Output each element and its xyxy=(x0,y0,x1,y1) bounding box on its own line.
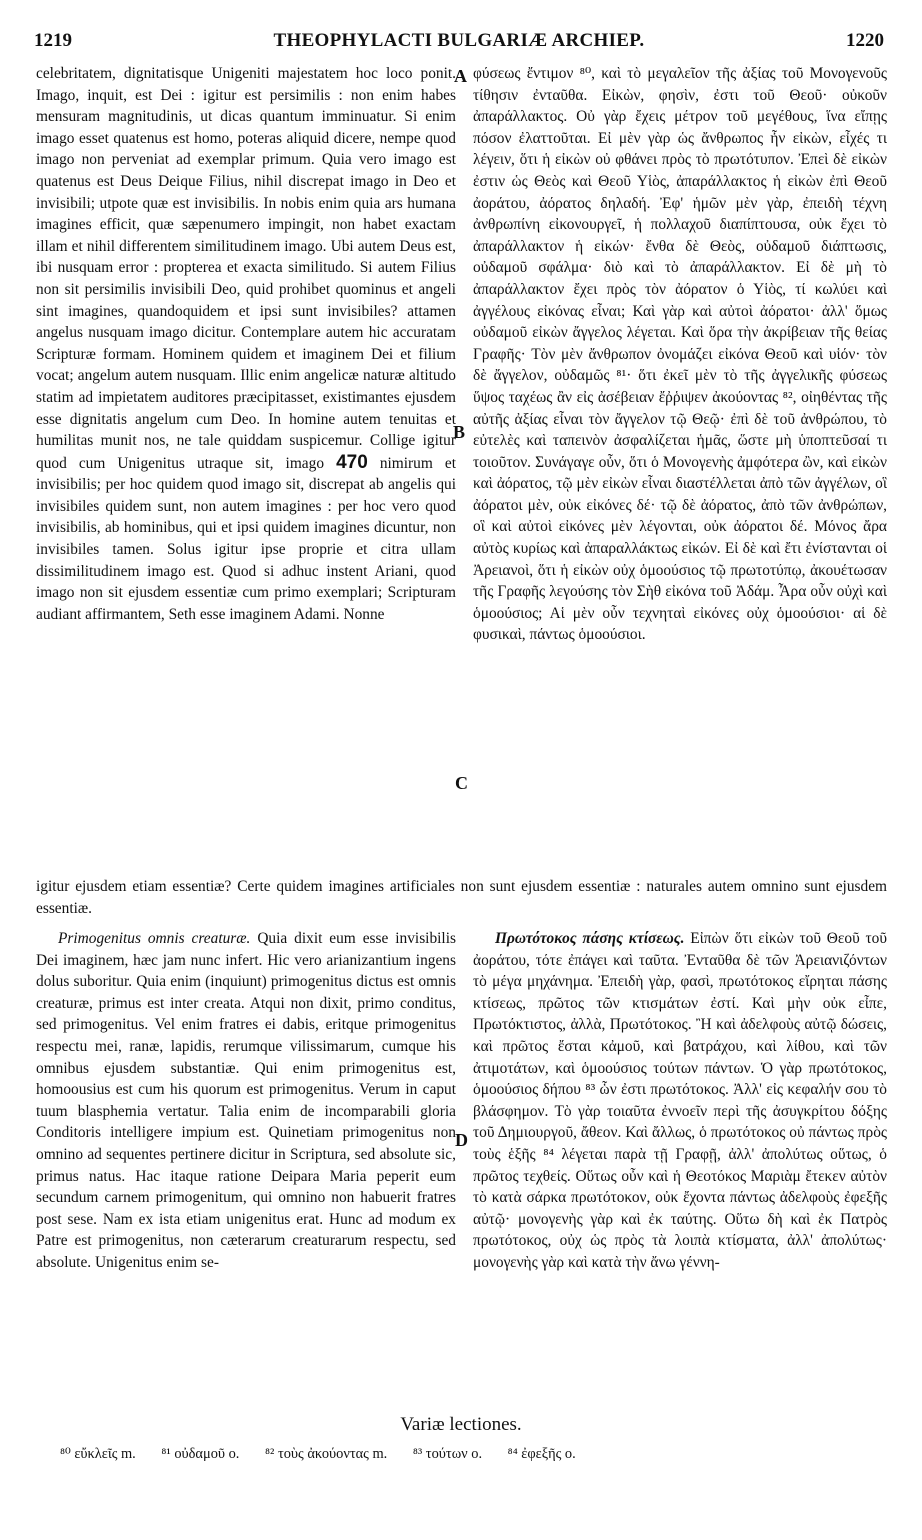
edition-column-number: 470 xyxy=(336,451,368,473)
running-title: THEOPHYLACTI BULGARIÆ ARCHIEP. xyxy=(273,30,645,51)
variant-readings-title: Variæ lectiones. xyxy=(400,1414,522,1435)
latin-column-bottom xyxy=(36,928,456,1274)
latin-full-width-line xyxy=(36,876,887,919)
variant-reading: ⁸³ τούτων o. xyxy=(412,1446,483,1462)
latin-column-top xyxy=(36,63,456,625)
variant-reading: ⁸⁰ εὔκλεῖς m. xyxy=(60,1446,136,1462)
margin-marker-c: C xyxy=(455,773,468,793)
latin-bottom-text: Quia dixit eum esse invisibilis Dei imaginem, hæc jam nunc infert. Hic vero arianizantium ingens dolus suboritur. Quia enim (inquiunt) primogenitus dictus est omnis creaturæ, primus est inter creata. Atqui non dixit, primo conditus, sed primogenitus. Vel enim fratres ei dabis, eritque primogenitus respectu mei, ranæ, lapidis, rerumque vilissimarum, cumque his omnibus ejusdem substantiæ. Qui enim primogenitus est, homoousius est cum his quorum est primogenitus. Verum in caput tuum blasphemia vertatur. Talia enim de incomparabili gloria Conditoris intelligere impium est. Quinetiam primogenitus non omnino ad sequentes pertinere dicitur in Scriptura, sed absolute sic, primus natus. Hac itaque ratione Deipara Maria peperit eum secundum carnem primogenitum, qui omnino non habuerit fratres post sese. Nam ex ista etiam unigenitus erat. Hunc ad modum ex Patre est primogenitus, non cæterarum creaturarum respectu, sed absolute. Unigenitus enim se- xyxy=(36,930,456,1271)
running-header xyxy=(34,22,884,58)
variant-reading: ⁸¹ οὐδαμοῦ o. xyxy=(161,1446,240,1462)
margin-marker-a: A xyxy=(454,66,467,86)
greek-column-top xyxy=(473,63,887,646)
variant-reading: ⁸² τοὺς ἀκούοντας m. xyxy=(265,1446,388,1462)
variant-readings xyxy=(60,1446,880,1463)
latin-lemma: Primogenitus omnis creaturæ. xyxy=(58,930,251,947)
left-column-number: 1219 xyxy=(34,30,72,51)
latin-full-text: igitur ejusdem etiam essentiæ? Certe quidem imagines artificiales non sunt ejusdem essentiæ : naturales autem omnino sunt ejusdem essentiæ. xyxy=(36,878,887,917)
variant-reading: ⁸⁴ ἐφεξῆς o. xyxy=(507,1446,576,1462)
right-column-number: 1220 xyxy=(846,30,884,51)
margin-marker-b: B xyxy=(453,422,466,442)
greek-column-bottom xyxy=(473,928,887,1274)
latin-top-text-1: celebritatem, dignitatisque Unigeniti majestatem hoc loco ponit. Imago, inquit, est Dei : igitur est persimilis : non enim habes mensuram magnitudinis, ut dicas quantum imminuatur. Si enim imago esset quatenus est homo, poteras aliquid dicere, nempe quod imago non perveniat ad exemplar primum. Quia vero imago est quatenus est Deus Deique Filius, nihil discrepat imago in Deo et invisibili; utpote quæ est invisibilis. In nobis enim quia ars humana imagines efficit, quæ sæpenumero impingit, non habet exactam illam et nihil differentem similitudinem imago. Ubi autem Deus est, ibi nusquam error : propterea et exacta similitudo. Si autem Filius non sit persimilis invisibili Deo, quid prohibet quominus et angeli sint imagines, quandoquidem et ipsi sunt invisibiles? attamen angelus nusquam imago dicitur. Contemplare autem hic accuratam Scripturæ formam. Hominem quidem et imaginem Dei et filium vocat; angelum autem nusquam. Illic enim angelicæ naturæ altitudo statim ad impietatem auditores præcipitasset, existimantes ejusdem esse dignitatis angelum cum Deo. In homine autem tenuitas et humilitas munit nos, ne tale quiddam suspicemur. Collige igitur quod cum Unigenitus utraque sit, imago xyxy=(36,65,456,472)
greek-bottom-text: Εἰπὼν ὅτι εἰκὼν τοῦ Θεοῦ τοῦ ἀοράτου, τότε ἐπάγει καὶ ταῦτα. Ἐνταῦθα δὲ τῶν Ἀρειανιζόντων τὸ μέγα μηχάνημα. Ἐπειδὴ γὰρ, φασὶ, πρωτότοκος εἴρηται πάσης κτίσεως, πρῶτος τῶν κτισμάτων ἐστί. Καὶ μὴν οὐκ εἶπε, Πρωτόκτιστος, ἀλλὰ, Πρωτότοκος. Ἢ καὶ ἀδελφοὺς αὐτῷ δώσεις, καὶ πρῶτος ἔσται κἀμοῦ, καὶ βατράχου, καὶ λίθου, καὶ τῶν ἀτιμοτάτων, καὶ ὁμοούσιος τούτων πάντων. Ὁ γὰρ πρωτότοκος, ὁμοούσιος δήπου ⁸³ ὧν ἐστι πρωτότοκος. Ἀλλ' εἰς κεφαλήν σου τὸ βλάσφημον. Τὸ γὰρ τοιαῦτα ἐννοεῖν περὶ τῆς ἀσυγκρίτου δόξης τοῦ Δημιουργοῦ, ἄθεον. Καὶ ἄλλως, ὁ πρωτότοκος οὐ πάντως πρὸς τοὺς ἑξῆς ⁸⁴ λέγεται παρὰ τῇ Γραφῇ, ἀλλ' ἀπολύτως οὕτως, ὁ πρῶτος τεχθείς. Οὕτως οὖν καὶ ἡ Θεοτόκος Μαριὰμ ἔτεκεν αὐτὸν τὸ κατὰ σάρκα πρωτότοκον, οὐκ ἔχοντα πάντως ἀδελφοὺς ἐφεξῆς αὐτῷ· μονογενὴς γὰρ καὶ ἐκ ταύτης. Οὕτω δὴ καὶ ἐκ Πατρὸς πρωτότοκος, οὐχ ὡς πρὸς τὰ λοιπὰ κτίσματα, ἀλλ' ἀπολύτως· μονογενὴς γὰρ καὶ κατὰ τὴν ἄνω γέννη- xyxy=(473,930,887,1271)
latin-top-text-2: nimirum et invisibilis; per hoc quidem quod imago sit, discrepat ab angelis qui invisibiles quidem sunt, non autem imagines : per hoc vero quod invisibilis, ab hominibus, qui et ipsi quidem imagines dicuntur, non invisibiles tamen. Solus igitur ipse proprie et citra ullam dissimilitudinem imago est. Quod si adhuc instent Ariani, quod imago non sit ejusdem essentiæ cum primo exemplari; Scripturam audiant affirmantem, Seth esse imaginem Adami. Nonne xyxy=(36,454,456,623)
greek-lemma: Πρωτότοκος πάσης κτίσεως. xyxy=(495,930,685,947)
greek-top-text: φύσεως ἔντιμον ⁸⁰, καὶ τὸ μεγαλεῖον τῆς ἀξίας τοῦ Μονογενοῦς τίθησιν ἐνταῦθα. Εἰκὼν, φησὶν, ἐστι τοῦ Θεοῦ· οὐκοῦν ἀπαράλλακτος. Οὐ γὰρ ἔχεις μέτρον τοῦ μεγέθους, ἵνα εἴπῃς πόσον ἐλαττοῦται. Εἰ μὲν γὰρ ὡς ἄνθρωπος ἦν εἰκὼν, εἶχές τι λέγειν, ὅτι ἡ εἰκὼν οὐ φθάνει πρὸς τὸ πρωτότυπον. Ἐπεὶ δὲ εἰκὼν ἐστιν ὡς Θεὸς καὶ Θεοῦ Υἱὸς, ἀπαράλλακτος ἡ εἰκὼν ἐπὶ Θεοῦ ἀοράτου, ἀόρατος δηλαδή. Ἐφ' ἡμῶν μὲν γὰρ, ἐπειδὴ τέχνη ἀνθρωπίνη εἰκονουργεῖ, ἡ πολλαχοῦ διαπίπτουσα, οὐκ ἔχει τὸ ἀπαράλλακτον ἡ εἰκών· ἔνθα δὲ Θεὸς, οὐδαμοῦ διάπτωσις, οὐδαμοῦ σφάλμα· διὸ καὶ τὸ ἀπαράλλακτον. Εἰ δὲ μὴ τὸ ἀπαράλλακτον ἔχει πρὸς τὸν ἀόρατον ὁ Υἱὸς, τί κωλύει καὶ ἀγγέλους εἰκόνας εἶναι; Καὶ γὰρ καὶ αὐτοὶ ἀόρατοι· ἀλλ' ὅμως οὐδαμοῦ εἰκὼν ἄγγελος λέγεται. Καὶ ὅρα τὴν ἀκρίβειαν τῆς θείας Γραφῆς· Τὸν μὲν ἄνθρωπον ὀνομάζει εἰκόνα Θεοῦ καὶ υἱόν· τὸν δὲ ἄγγελον, οὐδαμῶς ⁸¹· ὅτι ἐκεῖ μὲν τὸ τῆς ἀγγελικῆς φύσεως ὕψος ταχέως ἂν εἰς ἀσέβειαν ἔῤῥιψεν ἀκούοντας ⁸², οἰηθέντας τῆς αὐτῆς ἀξίας εἶναι τὸν ἄγγελον τῷ Θεῷ· ἐπὶ δὲ τοῦ ἀνθρώπου, τὸ εὐτελὲς καὶ ταπεινὸν ἀσφαλίζεται ἡμᾶς, ὥστε μὴ ὑποπτεῦσαί τι τοιοῦτον. Συνάγαγε οὖν, ὅτι ὁ Μονογενὴς ἀμφότερα ὢν, καὶ εἰκὼν καὶ ἀόρατος, τῷ μὲν εἰκὼν εἶναι διαστέλλεται ἀπὸ τῶν ἀγγέλων, οἳ ἀόρατοι μὲν, οὐκ εἰκόνες δέ· τῷ δὲ ἀόρατος, ἀπὸ τῶν ἀνθρώπων, οἳ καὶ αὐτοὶ εἰκόνες μὲν λέγονται, οὐκ ἀόρατοι δέ. Μόνος ἄρα αὐτὸς κυρίως καὶ ἀπαραλλάκτως εἰκών. Εἰ δὲ καὶ ἔτι ἐνίστανται οἱ Ἀρειανοὶ, ὅτι ἡ εἰκὼν οὐχ ὁμοούσιος τῷ πρωτοτύπῳ, ἀκουέτωσαν τῆς Γραφῆς λεγούσης τὸν Σὴθ εἰκόνα τοῦ Ἀδάμ. Ἆρα οὖν οὐχὶ καὶ ὁμοούσιος; Αἱ μὲν οὖν τεχνηταὶ εἰκόνες οὐχ ὁμοούσιοι· αἱ δὲ φυσικαὶ, πάντως ὁμοούσιοι. xyxy=(473,65,887,644)
margin-marker-d: D xyxy=(455,1130,468,1150)
